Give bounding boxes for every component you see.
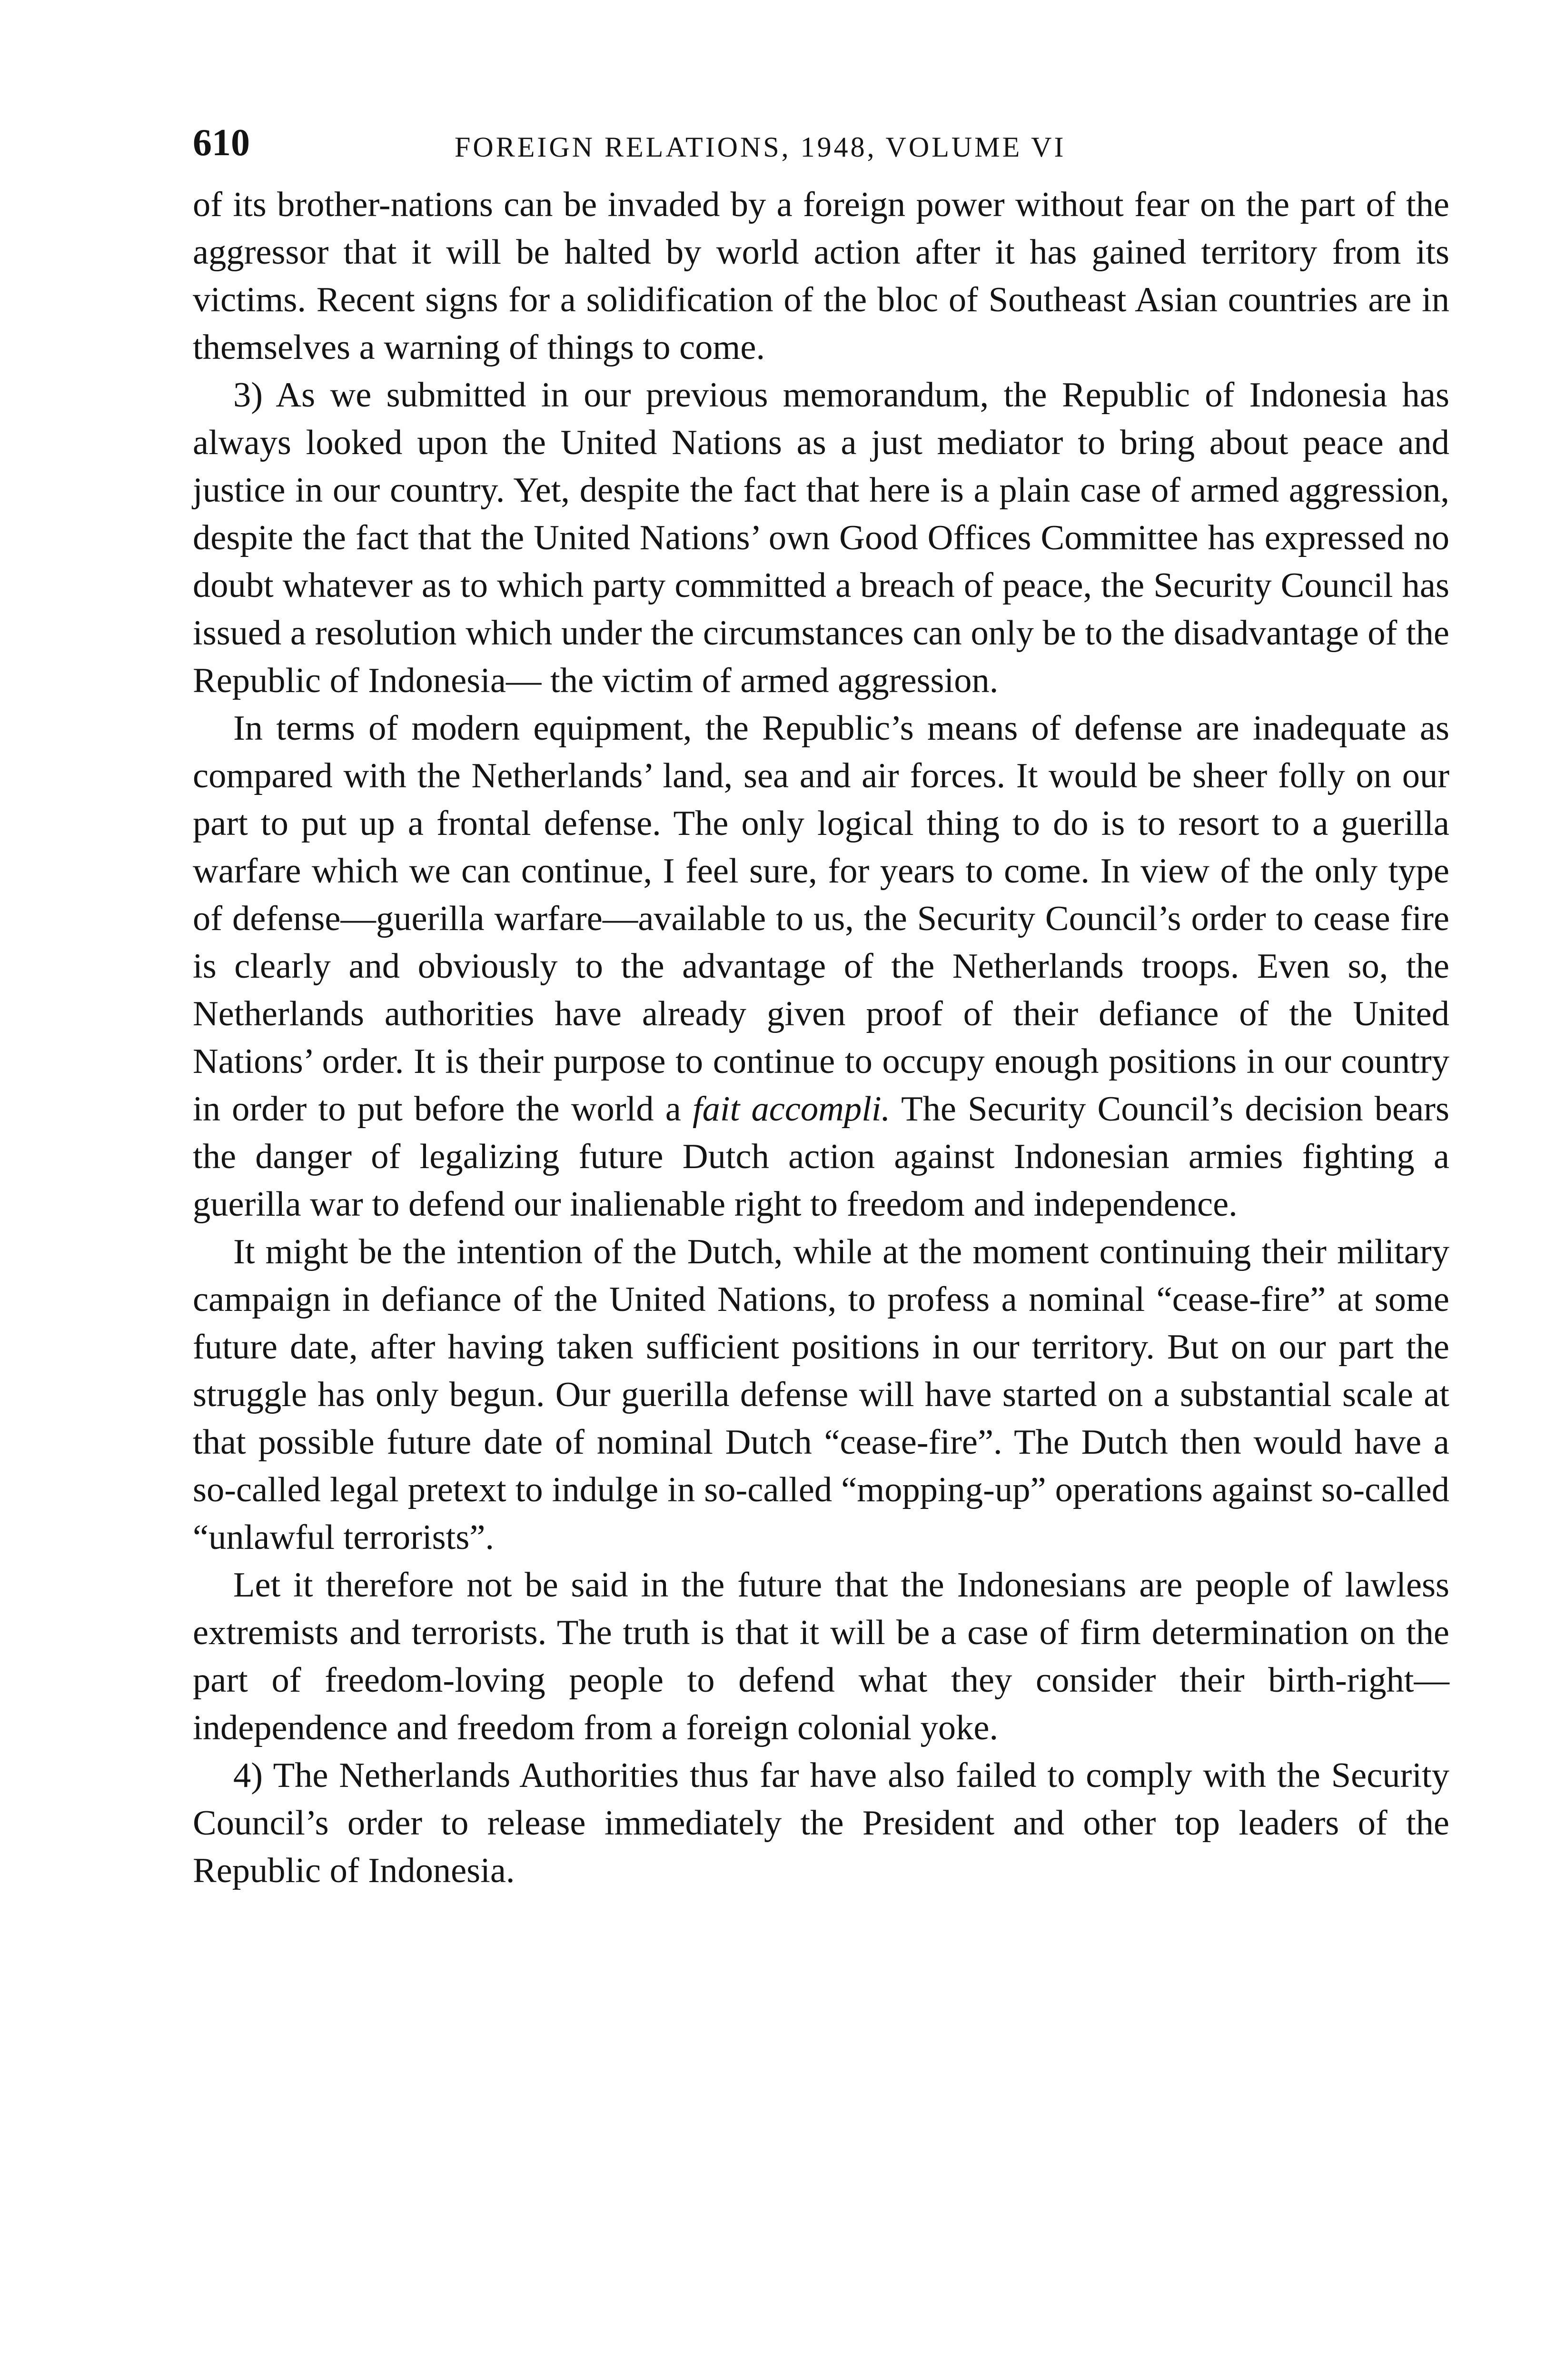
running-head — [193, 119, 1449, 181]
paragraph-text-part: In terms of modern equipment, the Republic’s means of defense are inadequate as compared with the Netherlands’ land, sea and air forces. It would be sheer folly on our part to put up a frontal defense. The only logical thing to do is to resort to a guerilla warfare which we can continue, I feel sure, for years to come. In view of the only type of defense—guerilla warfare—available to us, the Security Council’s order to cease fire is clearly and obviously to the advantage of the Netherlands troops. Even so, the Netherlands authorities have already given proof of their defiance of the United Nations’ order. It is their purpose to continue to occupy enough positions in our country in order to put before the world a — [193, 709, 1449, 1129]
running-title: FOREIGN RELATIONS, 1948, VOLUME VI — [455, 131, 1066, 163]
document-page — [193, 119, 1449, 1894]
italic-phrase: fait accompli. — [692, 1090, 891, 1129]
paragraph-text-part: The Security Council’s decision bears the danger of legalizing future Dutch action against Indonesian armies fighting a guerilla war to defend our inalienable right to freedom and independence. — [193, 1090, 1449, 1224]
paragraph-continuation: of its brother-nations can be invaded by a foreign power without fear on the part of the aggressor that it will be halted by world action after it has gained territory from its victims. Recent signs for a solidification of the bloc of Southeast Asian countries are in themselves a warning of things to come. — [193, 185, 1449, 367]
paragraph-point-3: 3) As we submitted in our previous memorandum, the Republic of Indonesia has always looked upon the United Nations as a just mediator to bring about peace and justice in our country. Yet, despite the fact that here is a plain case of armed aggression, despite the fact that the United Nations’ own Good Offices Committee has expressed no doubt whatever as to which party committed a breach of peace, the Security Council has issued a resolution which under the circumstances can only be to the disadvantage of the Republic of Indonesia— the victim of armed aggression. — [193, 376, 1449, 700]
paragraph-modern-equipment — [193, 704, 1449, 1228]
page-number: 610 — [193, 122, 250, 164]
paragraph-dutch-intention: It might be the intention of the Dutch, while at the moment continuing their military campaign in defiance of the United Nations, to profess a nominal “cease-fire” at some future date, after having taken sufficient positions in our territory. But on our part the struggle has only begun. Our guerilla defense will have started on a substantial scale at that possible future date of nominal Dutch “cease-fire”. The Dutch then would have a so-called legal pretext to indulge in so-called “mopping-up” operations against so-called “unlawful terrorists”. — [193, 1232, 1449, 1557]
body-text — [193, 181, 1449, 1894]
paragraph-let-it-therefore: Let it therefore not be said in the future that the Indonesians are people of lawless extremists and terrorists. The truth is that it will be a case of firm determination on the part of freedom-loving people to defend what they consider their birth-right—independence and freedom from a foreign colonial yoke. — [193, 1566, 1449, 1747]
paragraph-point-4: 4) The Netherlands Authorities thus far have also failed to comply with the Security Council’s order to release immediately the President and other top leaders of the Republic of Indonesia. — [193, 1756, 1449, 1890]
